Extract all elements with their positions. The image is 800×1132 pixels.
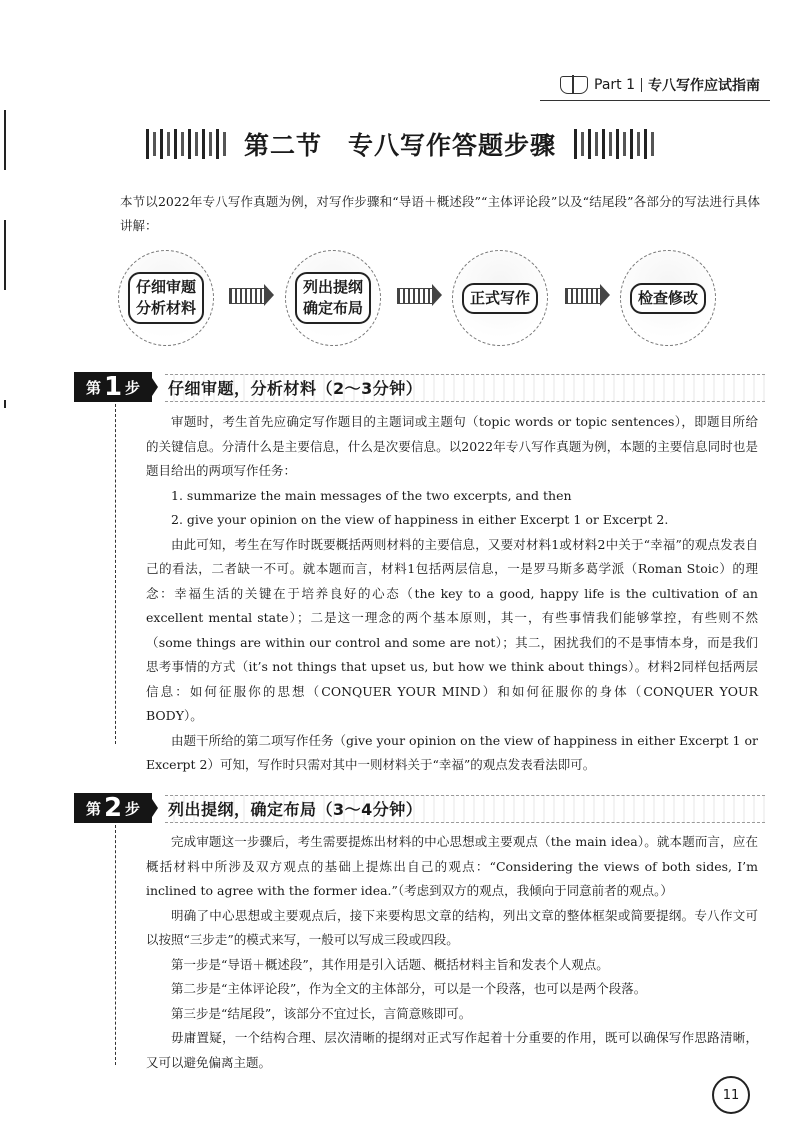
list-item: 1. summarize the main messages of the two excerpts, and then — [171, 487, 572, 503]
step-margin-rule — [115, 825, 117, 1065]
paragraph: 完成审题这一步骤后，考生需要提炼出材料的中心思想或主要观点（the main idea）。就本题而言，应在概括材料中所涉及双方观点的基础上提炼出自己的观点：“Considering the views of both sides, I’m inclined to agree with the former idea.”（考虑到双方的观点，我倾向于同意前者的观点。） — [146, 834, 758, 898]
flow-step-label: 仔细审题 分析材料 — [128, 272, 204, 324]
step-number: 2 — [103, 793, 123, 823]
section-title — [0, 126, 800, 162]
decorative-bars-right — [574, 129, 654, 159]
step-badge-prefix: 第 — [85, 378, 101, 397]
step-1-body — [146, 410, 758, 778]
arrow-right-icon — [229, 288, 264, 304]
paragraph: 审题时，考生首先应确定写作题目的主题词或主题句（topic words or topic sentences），即题目所给的关键信息。分清什么是主要信息，什么是次要信息。以2022年专八写作真题为例，本题的主要信息同时也是题目给出的两项写作任务： — [146, 414, 758, 478]
flow-step-3 — [452, 250, 548, 346]
step-badge-suffix: 步 — [125, 378, 141, 397]
flow-step-4 — [620, 250, 716, 346]
arrow-right-icon — [397, 288, 432, 304]
paragraph: 毋庸置疑，一个结构合理、层次清晰的提纲对正式写作起着十分重要的作用，既可以确保写作思路清晰，又可以避免偏离主题。 — [146, 1030, 758, 1070]
paragraph: 由题干所给的第二项写作任务（give your opinion on the view of happiness in either Excerpt 1 or Excerpt 2）可知，写作时只需对其中一则材料关于“幸福”的观点发表看法即可。 — [146, 732, 758, 772]
page-title: 第二节 专八写作答题步骤 — [243, 131, 556, 160]
step-badge-prefix: 第 — [85, 799, 101, 818]
intro-paragraph: 本节以2022年专八写作真题为例，对写作步骤和“导语＋概述段”“主体评论段”以及“结尾段”各部分的写法进行具体讲解： — [120, 194, 760, 233]
decorative-bars-left — [146, 129, 226, 159]
step-title: 列出提纲，确定布局（3～4分钟） — [168, 799, 423, 819]
scan-edge-mark — [4, 220, 6, 290]
flow-step-label: 检查修改 — [630, 283, 706, 314]
step-badge — [74, 793, 152, 823]
header-rule — [540, 100, 770, 101]
header-title: 专八写作应试指南 — [648, 78, 760, 94]
paragraph: 由此可知，考生在写作时既要概括两则材料的主要信息，又要对材料1或材料2中关于“幸福”的观点发表自己的看法，二者缺一不可。就本题而言，材料1包括两层信息，一是罗马斯多葛学派（Roman Stoic）的理念：幸福生活的关键在于培养良好的心态（the key to a good, happy life is the cultivation of an excellent mental state）；二是这一理念的两个基本原则，其一，有些事情我们能够掌控，有些则不然（some things are within our control and some are not）；其二，困扰我们的不是事情本身，而是我们思考事情的方式（it’s not things that upset us, but how we think about things）。材料2同样包括两层信息：如何征服你的思想（CONQUER YOUR MIND）和如何征服你的身体（CONQUER YOUR BODY）。 — [146, 536, 758, 723]
list-item: 2. give your opinion on the view of happiness in either Excerpt 1 or Excerpt 2. — [171, 512, 669, 527]
header-part: Part 1 — [594, 77, 635, 93]
scan-edge-mark — [4, 400, 6, 408]
flow-step-2 — [285, 250, 381, 346]
chevron-right-icon — [148, 793, 164, 823]
step-margin-rule — [115, 404, 117, 744]
header-separator — [641, 78, 642, 92]
paragraph: 第二步是“主体评论段”，作为全文的主体部分，可以是一个段落，也可以是两个段落。 — [171, 981, 647, 996]
step-2-body — [146, 830, 758, 1075]
flow-step-label: 列出提纲 确定布局 — [295, 272, 371, 324]
step-title: 仔细审题，分析材料（2～3分钟） — [168, 378, 423, 398]
book-icon — [560, 76, 588, 94]
paragraph: 第一步是“导语＋概述段”，其作用是引入话题、概括材料主旨和发表个人观点。 — [171, 956, 609, 972]
step-badge-suffix: 步 — [125, 799, 141, 818]
chevron-right-icon — [148, 372, 164, 402]
page-number: 11 — [712, 1076, 750, 1114]
flow-step-label: 正式写作 — [462, 283, 538, 314]
step-number: 1 — [103, 372, 123, 402]
flow-step-1 — [118, 250, 214, 346]
paragraph: 第三步是“结尾段”，该部分不宜过长，言简意赅即可。 — [171, 1005, 472, 1021]
running-header — [560, 72, 760, 98]
step-badge — [74, 372, 152, 402]
paragraph: 明确了中心思想或主要观点后，接下来要构思文章的结构，列出文章的整体框架或简要提纲。专八作文可以按照“三步走”的模式来写，一般可以写成三段或四段。 — [146, 907, 758, 947]
arrow-right-icon — [565, 288, 600, 304]
